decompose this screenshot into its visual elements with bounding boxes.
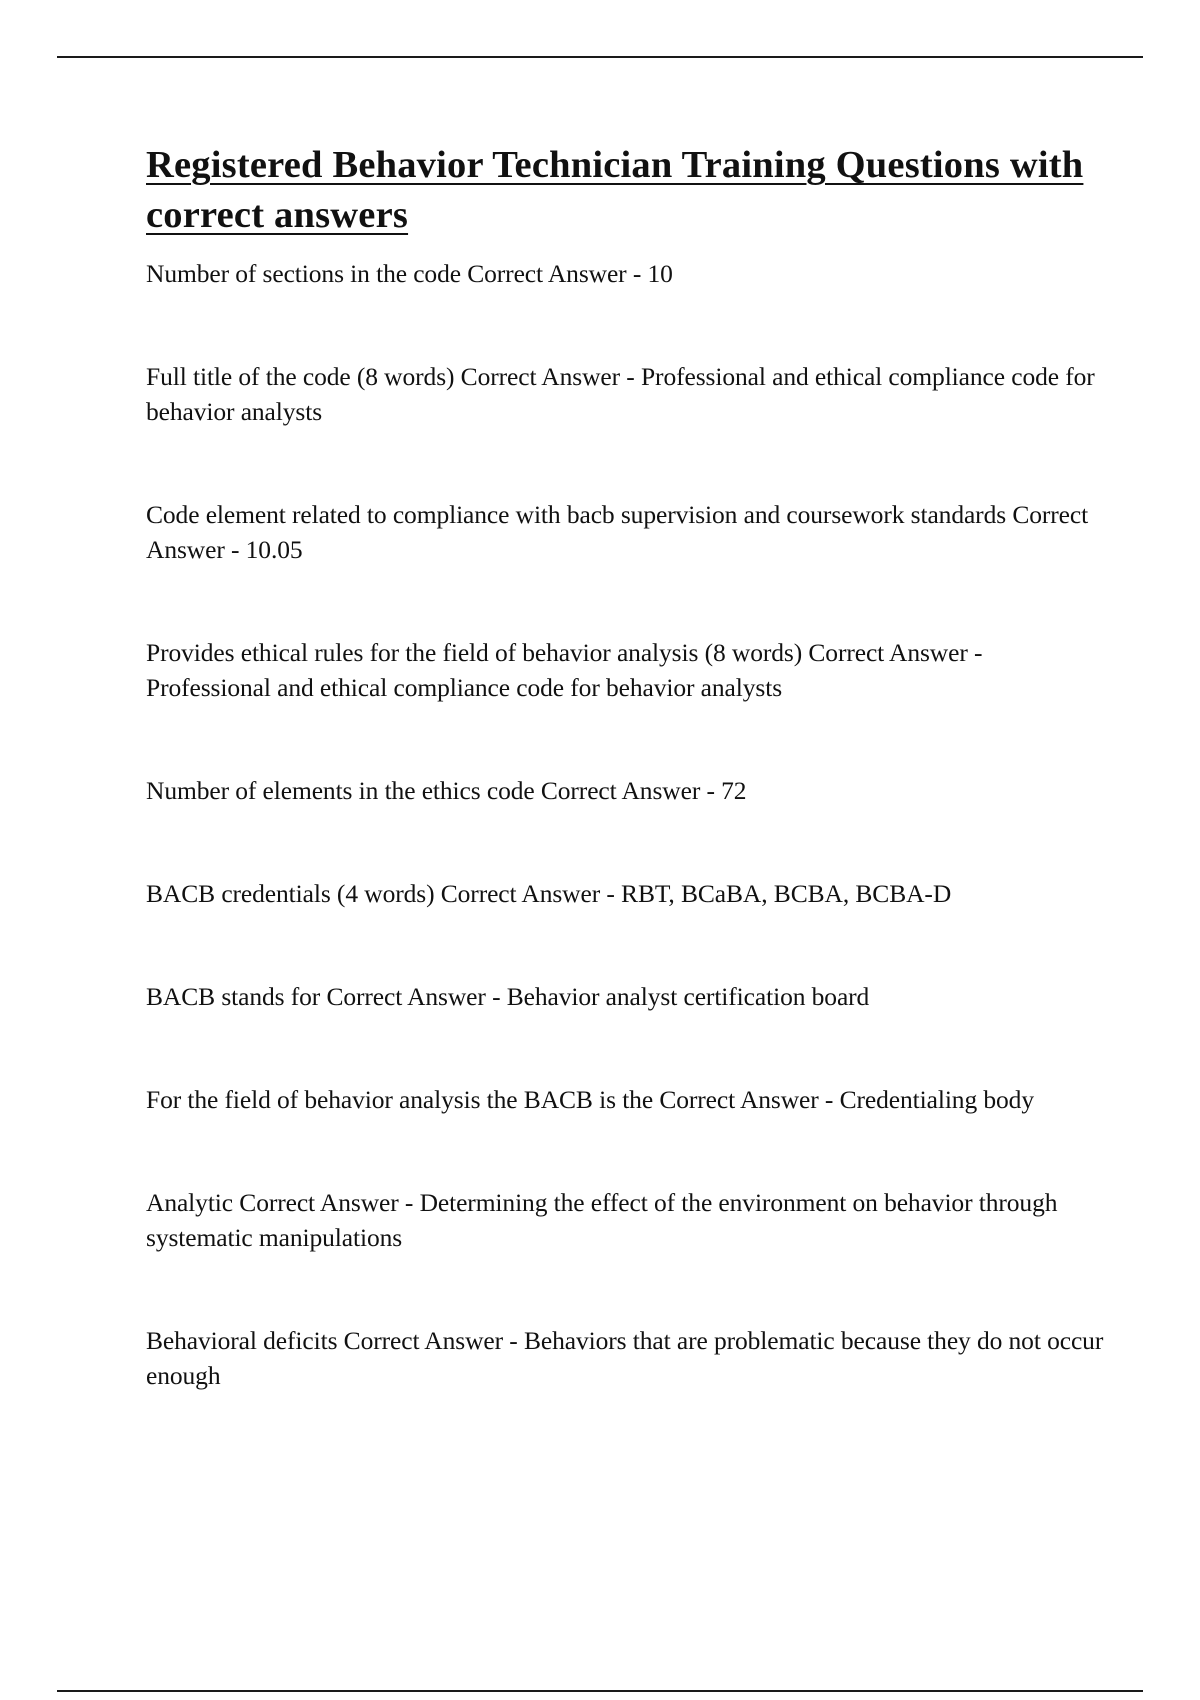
qa-item: Number of elements in the ethics code Correct Answer - 72 xyxy=(146,776,747,805)
qa-item: BACB stands for Correct Answer - Behavior analyst certification board xyxy=(146,982,870,1011)
qa-item: Number of sections in the code Correct Answer - 10 xyxy=(146,259,673,288)
document-title: Registered Behavior Technician Training Questions with correct answers xyxy=(146,144,1084,236)
qa-item: Provides ethical rules for the field of behavior analysis (8 words) Correct Answer - Professional and ethical compliance code for behavior analysts xyxy=(146,638,983,702)
qa-item: Behavioral deficits Correct Answer - Behaviors that are problematic because they do not occur enough xyxy=(146,1326,1104,1390)
qa-list xyxy=(146,256,1106,1393)
footer-rule xyxy=(57,1690,1143,1692)
qa-item: For the field of behavior analysis the BACB is the Correct Answer - Credentialing body xyxy=(146,1085,1034,1114)
qa-item: BACB credentials (4 words) Correct Answer - RBT, BCaBA, BCBA, BCBA-D xyxy=(146,879,952,908)
document-body xyxy=(146,140,1106,1393)
header-rule xyxy=(57,56,1143,58)
qa-item: Full title of the code (8 words) Correct Answer - Professional and ethical compliance code for behavior analysts xyxy=(146,362,1095,426)
qa-item: Analytic Correct Answer - Determining the effect of the environment on behavior through systematic manipulations xyxy=(146,1188,1058,1252)
qa-item: Code element related to compliance with bacb supervision and coursework standards Correct Answer - 10.05 xyxy=(146,500,1089,564)
